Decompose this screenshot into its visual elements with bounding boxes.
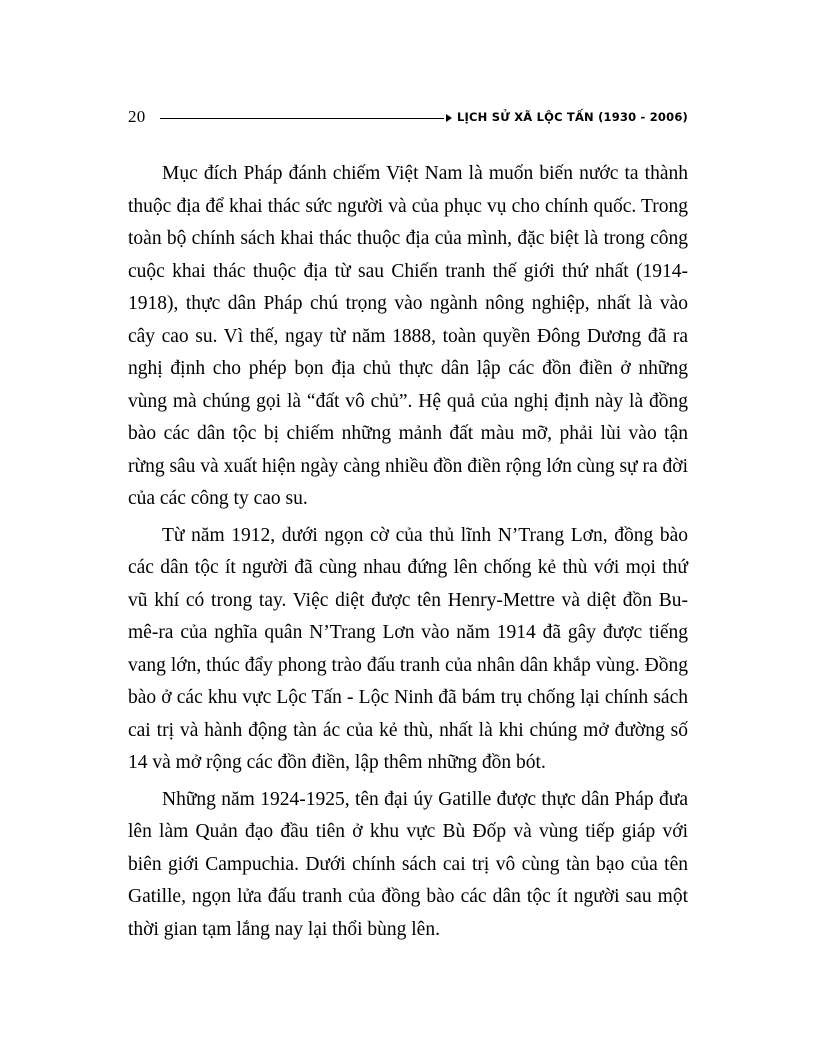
paragraph: Những năm 1924-1925, tên đại úy Gatille được thực dân Pháp đưa lên làm Quản đạo đầu tiên ở khu vực Bù Đốp và vùng tiếp giáp với biên giới Campuchia. Dưới chính sách cai trị vô cùng tàn bạo của tên Gatille, ngọn lửa đấu tranh của đồng bào các dân tộc ít người sau một thời gian tạm lắng nay lại thổi bùng lên. [128,788,688,940]
paragraph: Mục đích Pháp đánh chiếm Việt Nam là muốn biến nước ta thành thuộc địa để khai thác sức người và của phục vụ cho chính quốc. Trong toàn bộ chính sách khai thác thuộc địa của mình, đặc biệt là trong công cuộc khai thác thuộc địa từ sau Chiến tranh thế giới thứ nhất (1914-1918), thực dân Pháp chú trọng vào ngành nông nghiệp, nhất là vào cây cao su. Vì thế, ngay từ năm 1888, toàn quyền Đông Dương đã ra nghị định cho phép bọn địa chủ thực dân lập các đồn điền ở những vùng mà chúng gọi là “đất vô chủ”. Hệ quả của nghị định này là đồng bào các dân tộc bị chiếm những mảnh đất màu mỡ, phải lùi vào tận rừng sâu và xuất hiện ngày càng nhiều đồn điền rộng lớn cùng sự ra đời của các công ty cao su. [128,163,689,509]
page-number: 20 [128,107,146,126]
running-head [128,104,688,130]
paragraph: Từ năm 1912, dưới ngọn cờ của thủ lĩnh N’Trang Lơn, đồng bào các dân tộc ít người đã cùng nhau đứng lên chống kẻ thù với mọi thứ vũ khí có trong tay. Việc diệt được tên Henry-Mettre và diệt đồn Bu-mê-ra của nghĩa quân N’Trang Lơn vào năm 1914 đã gây được tiếng vang lớn, thúc đẩy phong trào đấu tranh của nhân dân khắp vùng. Đồng bào ở các khu vực Lộc Tấn - Lộc Ninh đã bám trụ chống lại chính sách cai trị và hành động tàn ác của kẻ thù, nhất là khi chúng mở đường số 14 và mở rộng các đồn điền, lập thêm những đồn bót. [128,524,688,773]
body-text [128,158,688,946]
triangle-marker-icon [446,114,452,122]
header-rule [160,118,444,119]
page-content [128,104,688,946]
running-title: LỊCH SỬ XÃ LỘC TẤN (1930 - 2006) [457,110,688,124]
